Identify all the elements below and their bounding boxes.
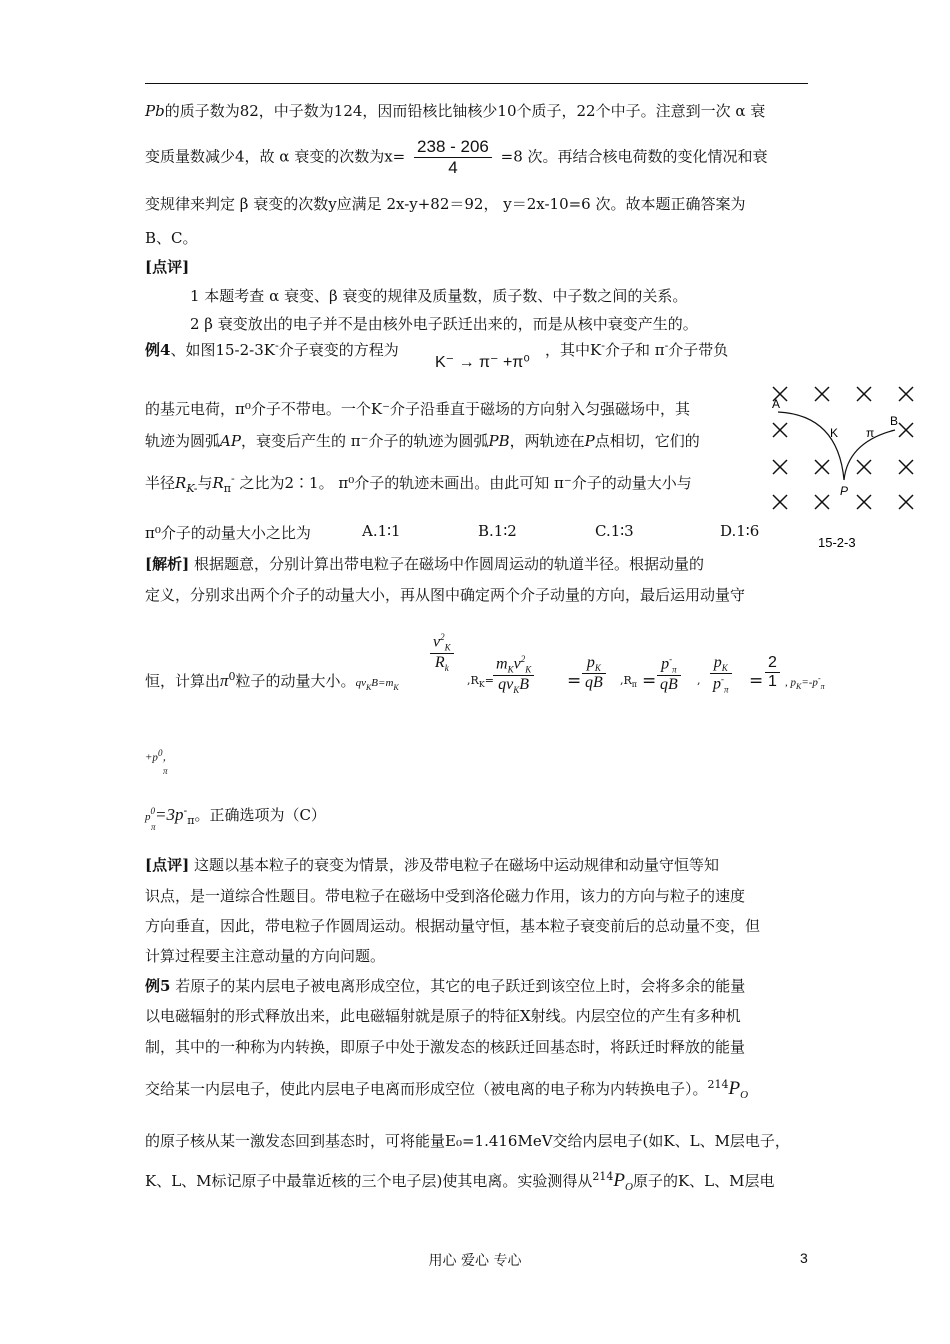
m-symbol: m (496, 655, 508, 673)
text-span: 介子衰变的方程为 (278, 341, 399, 359)
momentum-relation: , $p_K=-p^-_\pi$ (785, 674, 825, 691)
label-k: K (830, 426, 839, 440)
v-symbol: v (513, 655, 521, 673)
subscript: π (223, 482, 231, 495)
subscript: π (163, 766, 168, 776)
equals: = (749, 671, 764, 691)
point-p: P (584, 432, 595, 450)
text-line: 2 β 衰变放出的电子并不是由核外电子跃迁出来的，而是从核中衰变产生的。 (190, 315, 698, 333)
superscript: 0 (150, 806, 155, 816)
comma: , (697, 674, 701, 687)
example-label: 例4 (145, 341, 171, 359)
superscript: 0 (157, 748, 163, 758)
text-line (145, 430, 700, 451)
mass-number: 214 (707, 1078, 729, 1091)
text-span: =8 次。再结合核电荷数的变化情况和衰 (500, 147, 768, 166)
cross-mark (899, 387, 913, 401)
text-line: ，其中K-介子和 π-介子带负 (545, 339, 729, 359)
cross-mark (899, 495, 913, 509)
subscript: O (740, 1089, 749, 1101)
text-span: 介子和 π (604, 341, 665, 359)
text-line (145, 854, 719, 875)
header-rule (145, 83, 808, 84)
text-span: 变质量数减少4，故 α 衰变的次数为x= (145, 147, 406, 166)
formula-b-eq-m: B=m (371, 677, 394, 689)
page-number: 3 (800, 1250, 808, 1266)
text-line (145, 1078, 748, 1101)
text-span: 介子带负 (668, 341, 729, 359)
page-footer: 用心 爱心 专心 (428, 1253, 522, 1269)
fraction-denominator: 4 (448, 158, 458, 177)
text-line (145, 975, 745, 996)
text-span: , p (785, 676, 796, 689)
text-span: +p (145, 751, 158, 764)
text-span: 变规律来判定 β 衰变的次数y应满足 2x-y+82＝92， y＝2x-10=6 次。故本题正确答案为 (145, 195, 746, 213)
formula-qv: qv (355, 677, 366, 689)
cross-mark (815, 387, 829, 401)
text-span: ，衰变后产生的 π⁻介子的轨迹为圆弧 (240, 432, 489, 450)
b-symbol: B (519, 675, 530, 693)
text-line: 识点，是一道综合性题目。带电粒子在磁场中受到洛伦磁力作用，该力的方向与粒子的速度 (145, 887, 746, 905)
text-span: ,R (620, 674, 632, 687)
text-line: 计算过程要主注意动量的方向问题。 (145, 947, 386, 965)
text-line: 制，其中的一种称为内转换，即原子中处于激发态的核跃迁回基态时，将跃迁时释放的能量 (145, 1038, 746, 1056)
text-line (145, 1170, 774, 1193)
label-b: B (890, 414, 899, 428)
text-line (145, 137, 768, 178)
text-line: 定义，分别求出两个介子的动量大小，再从图中确定两个介子动量的方向，最后运用动量守 (145, 586, 746, 604)
review-label: [点评] (145, 856, 190, 874)
text-span: 点相切，它们的 (594, 432, 700, 450)
fraction-2-over-1 (765, 654, 780, 691)
text-span: 恒，计算出 (145, 672, 221, 690)
text-span: 交给某一内层电子，使此内层电子电离而形成空位（被电离的电子称为内转换电子）。 (145, 1080, 708, 1098)
cross-mark (857, 387, 871, 401)
v-symbol: v (433, 633, 441, 651)
cross-mark (815, 495, 829, 509)
cross-mark (899, 423, 913, 437)
text-span: 这题以基本粒子的衰变为情景，涉及带电粒子在磁场中运动规律和动量守恒等知 (189, 856, 719, 874)
text-line: 的原子核从某一激发态回到基态时，可将能量E₀=1.416MeV交给内层电子(如K、L、M层电子， (145, 1132, 790, 1150)
text-span: π⁰介子的动量大小之比为 (145, 524, 311, 542)
pb-symbol: Pb (145, 102, 165, 120)
cross-mark (857, 460, 871, 474)
fraction-mv2-over-qvb: $m_Kv^2_K$ $qv_KB$ (493, 654, 534, 695)
qv-symbol: qv (498, 675, 514, 693)
text-span: 、如图15-2-3K (170, 341, 275, 359)
text-line: 以电磁辐射的形式释放出来，此电磁辐射就是原子的特征X射线。内层空位的产生有多种机 (145, 1007, 741, 1025)
qb-symbol: qB (585, 674, 603, 692)
cross-mark (773, 423, 787, 437)
magnetic-field-figure (760, 380, 920, 560)
option-c: C.1∶3 (595, 522, 634, 540)
text-span: 轨迹为圆弧 (145, 432, 221, 450)
fraction-v2-over-r: $\frac{v^2_K}{R_k}$ (430, 632, 454, 673)
fraction-pk-over-ppi: $\frac{p_K}{p^-_\pi}$ (710, 654, 732, 695)
po-symbol: P (728, 1078, 741, 1099)
text-span: 若原子的某内层电子被电离形成空位，其它的电子跃迁到该空位上时，会将多余的能量 (170, 977, 746, 995)
fraction (414, 137, 492, 178)
plus-p0-line (145, 748, 174, 776)
cross-mark (773, 460, 787, 474)
option-b: B.1∶2 (478, 522, 517, 540)
decay-equation (435, 352, 530, 372)
text-span: =3p (155, 805, 184, 824)
denominator-1: 1 (768, 673, 777, 690)
text-span: p (145, 811, 151, 823)
text-span: 之比为2∶1。 π⁰介子的轨迹未画出。由此可知 π⁻介子的动量大小与 (234, 474, 692, 492)
radius-k: R (175, 474, 187, 492)
text-span: $,R_\pi$ (620, 674, 638, 690)
fraction-pk-over-qb: $\frac{p_K}{qB}$ (582, 654, 606, 692)
radius-pi: R (212, 474, 224, 492)
cross-mark (773, 495, 787, 509)
text-span: =-p (801, 676, 818, 689)
text-span: 粒子的动量大小。 (235, 672, 356, 690)
label-p: P (840, 484, 849, 498)
text-span: 。正确选项为（C） (194, 806, 326, 824)
text-line: 1 本题考查 α 衰变、β 衰变的规律及质量数，质子数、中子数之间的关系。 (190, 287, 688, 305)
text-line (145, 522, 311, 543)
text-span: 与 (197, 474, 213, 492)
cross-mark (857, 495, 871, 509)
text-span: 原子的K、L、M层电 (632, 1172, 775, 1190)
figure-caption: 15-2-3 (818, 535, 856, 550)
text-span: 的质子数为82，中子数为124，因而铅核比铀核少10个质子，22个中子。注意到一次 α 衰 (164, 102, 766, 120)
text-line: 半径$R_{K-}$与$R_\pi^-$ 之比为2∶1。 π⁰介子的轨迹未画出。由此可知 π⁻介子的动量大小与 (145, 472, 692, 495)
arc-ap-path (778, 412, 844, 480)
text-line (145, 100, 765, 121)
text-span: ,R (467, 674, 479, 687)
label-a: A (772, 397, 781, 411)
text-span: 恒，计算出$\pi^0$粒子的动量大小。$qv_KB=m_K$ (145, 670, 399, 692)
text-span: K、L、M标记原子中最靠近核的三个电子层)使其电离。实验测得从 (145, 1172, 593, 1190)
fraction-ppi-over-qb: $\frac{p^-_\pi}{qB}$ (657, 654, 681, 694)
po-symbol: P (613, 1170, 625, 1191)
analysis-label: [解析] (145, 555, 190, 573)
cross-mark (815, 460, 829, 474)
cross-mark (899, 460, 913, 474)
example-label: 例5 (145, 977, 171, 995)
label-pi: π (866, 426, 875, 440)
pi-symbol: π (220, 671, 229, 690)
text-span: $,R_K=$ (467, 674, 494, 690)
text-line (145, 553, 704, 574)
result-line: $p^0=3p^-_\pi$。正确选项为（C） π (145, 804, 326, 832)
mass-number: 214 (592, 1170, 614, 1183)
text-span: B、C。 (145, 229, 198, 247)
arc-ap: AP (220, 432, 241, 450)
numerator-2: 2 (765, 654, 780, 673)
fraction-numerator: 238 - 206 (414, 137, 492, 158)
text-span: 半径 (145, 474, 176, 492)
text-span: ，两轨迹在 (509, 432, 585, 450)
equals: = (642, 671, 657, 691)
arc-pb: PB (488, 432, 510, 450)
subscript: K- (186, 482, 198, 495)
text-span: ，其中K (545, 341, 602, 359)
text-line: 例4、如图15-2-3K-介子衰变的方程为 (145, 339, 399, 359)
equals: = (567, 671, 582, 691)
text-line (145, 193, 746, 214)
subscript: O (625, 1181, 633, 1193)
equation-text: K⁻ → π⁻ +π⁰ (435, 354, 530, 371)
review-label: [点评] (145, 258, 190, 276)
text-line (145, 227, 198, 248)
text-line: 的基元电荷，π⁰介子不带电。一个K⁻介子沿垂直于磁场的方向射入匀强磁场中，其 (145, 400, 690, 418)
text-span: 根据题意，分别计算出带电粒子在磁场中作圆周运动的轨道半径。根据动量的 (189, 555, 704, 573)
subscript: π (151, 822, 156, 832)
text-span: ， (162, 751, 174, 764)
option-d: D.1∶6 (720, 522, 760, 540)
text-line: 方向垂直，因此，带电粒子作圆周运动。根据动量守恒，基本粒子衰变前后的总动量不变，但 (145, 917, 761, 935)
p-symbol: p (586, 654, 595, 671)
option-a: A.1∶1 (362, 522, 401, 540)
r-symbol: R (434, 653, 445, 671)
